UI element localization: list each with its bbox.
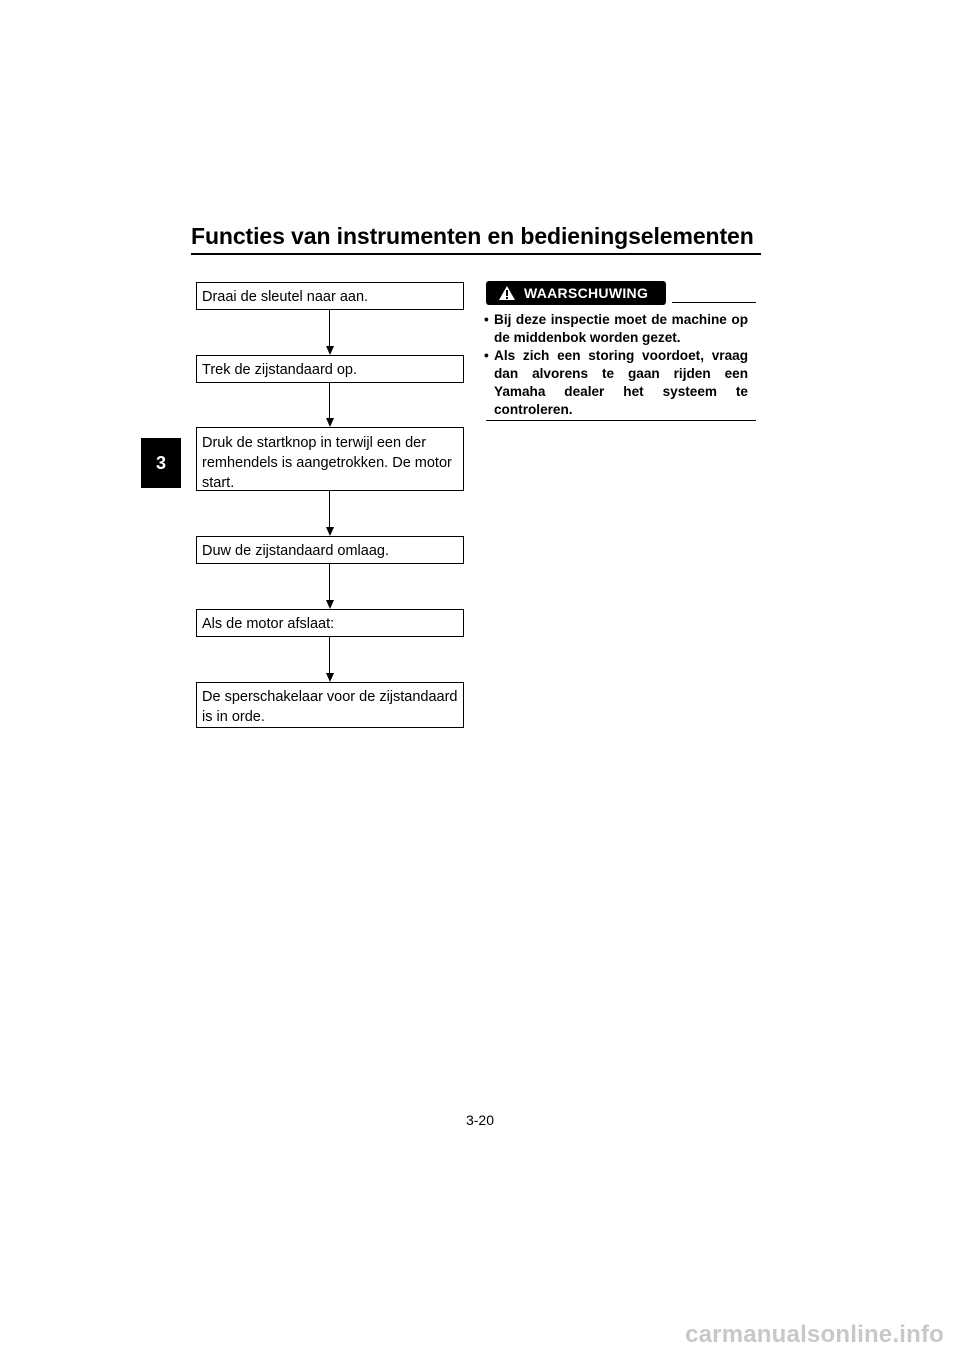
page-title: Functies van instrumenten en bedieningselementen xyxy=(191,223,754,249)
warning-bottom-rule xyxy=(486,420,756,421)
chapter-tab: 3 xyxy=(141,438,181,488)
flow-step-6: De sperschakelaar voor de zijstandaard is in orde. xyxy=(196,682,464,728)
warning-label: WAARSCHUWING xyxy=(524,285,649,301)
flow-step-4: Duw de zijstandaard omlaag. xyxy=(196,536,464,564)
watermark: carmanualsonline.info xyxy=(685,1321,944,1348)
flow-arrow-2 xyxy=(324,383,336,427)
flow-arrow-1 xyxy=(324,310,336,355)
flow-arrow-4 xyxy=(324,564,336,609)
page-number: 3-20 xyxy=(465,1112,495,1128)
warning-header-rule xyxy=(672,302,756,303)
flow-step-5: Als de motor afslaat: xyxy=(196,609,464,637)
warning-badge xyxy=(486,281,666,305)
flow-step-2: Trek de zijstandaard op. xyxy=(196,355,464,383)
warning-item: • Als zich een storing voordoet, vraag dan alvorens te gaan rijden een Yamaha dealer het systeem te controleren. xyxy=(484,348,748,417)
flow-step-1: Draai de sleutel naar aan. xyxy=(196,282,464,310)
warning-list xyxy=(486,311,748,419)
flow-arrow-5 xyxy=(324,637,336,682)
flow-arrow-3 xyxy=(324,491,336,536)
warning-triangle-icon xyxy=(498,285,516,301)
flow-step-3: Druk de startknop in terwijl een der remhendels is aangetrokken. De motor start. xyxy=(196,427,464,491)
title-divider xyxy=(191,253,761,255)
warning-item: • Bij deze inspectie moet de machine op de middenbok worden gezet. xyxy=(484,312,748,345)
